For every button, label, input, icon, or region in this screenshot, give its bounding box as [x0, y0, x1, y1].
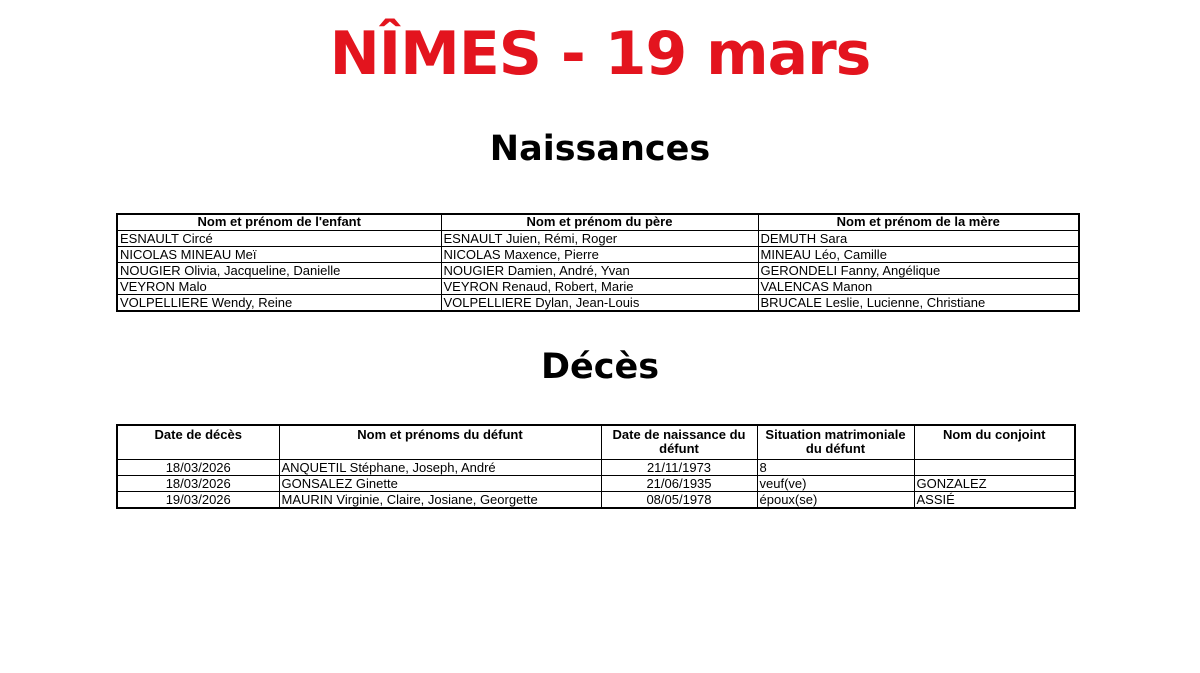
page-title: NÎMES - 19 mars [329, 19, 871, 89]
deaths-col-marital-status [757, 425, 914, 460]
birth-date: 21/06/1935 [601, 476, 757, 492]
spouse-name: GONZALEZ [914, 476, 1075, 492]
table-row [117, 476, 1075, 492]
birth-date: 08/05/1978 [601, 492, 757, 509]
child-name: VEYRON Malo [117, 279, 441, 295]
births-col-child: Nom et prénom de l'enfant [117, 214, 441, 231]
births-table [116, 213, 1080, 312]
birth-date: 21/11/1973 [601, 460, 757, 476]
deceased-name: MAURIN Virginie, Claire, Josiane, Georgette [279, 492, 601, 509]
mother-name: DEMUTH Sara [758, 231, 1079, 247]
table-row [117, 231, 1079, 247]
mother-name: GERONDELI Fanny, Angélique [758, 263, 1079, 279]
table-row [117, 247, 1079, 263]
death-date: 18/03/2026 [117, 476, 279, 492]
child-name: NICOLAS MINEAU Meï [117, 247, 441, 263]
deaths-table [116, 424, 1076, 509]
births-header-row [117, 214, 1079, 231]
child-name: ESNAULT Circé [117, 231, 441, 247]
child-name: NOUGIER Olivia, Jacqueline, Danielle [117, 263, 441, 279]
father-name: VOLPELLIERE Dylan, Jean-Louis [441, 295, 758, 312]
births-col-mother: Nom et prénom de la mère [758, 214, 1079, 231]
deaths-col-death-date [117, 425, 279, 460]
deaths-col-name [279, 425, 601, 460]
deaths-col-marital-status-label: Situation matrimoniale du défunt [765, 427, 906, 456]
child-name: VOLPELLIERE Wendy, Reine [117, 295, 441, 312]
table-row [117, 460, 1075, 476]
table-row [117, 263, 1079, 279]
deceased-name: ANQUETIL Stéphane, Joseph, André [279, 460, 601, 476]
deaths-col-death-date-label: Date de décès [154, 427, 242, 442]
spouse-name [914, 460, 1075, 476]
births-heading: Naissances [489, 129, 711, 169]
deaths-col-spouse-label: Nom du conjoint [942, 427, 1046, 442]
table-row [117, 295, 1079, 312]
deaths-header-row [117, 425, 1075, 460]
births-col-father: Nom et prénom du père [441, 214, 758, 231]
marital-status: époux(se) [757, 492, 914, 509]
deaths-col-spouse [914, 425, 1075, 460]
mother-name: VALENCAS Manon [758, 279, 1079, 295]
deaths-col-name-label: Nom et prénoms du défunt [357, 427, 523, 442]
deceased-name: GONSALEZ Ginette [279, 476, 601, 492]
death-date: 18/03/2026 [117, 460, 279, 476]
deaths-heading: Décès [540, 347, 660, 387]
father-name: VEYRON Renaud, Robert, Marie [441, 279, 758, 295]
mother-name: BRUCALE Leslie, Lucienne, Christiane [758, 295, 1079, 312]
deaths-col-birth-date-label: Date de naissance du défunt [612, 427, 746, 456]
table-row [117, 492, 1075, 509]
spouse-name: ASSIÉ [914, 492, 1075, 509]
mother-name: MINEAU Léo, Camille [758, 247, 1079, 263]
marital-status: 8 [757, 460, 914, 476]
deaths-col-birth-date [601, 425, 757, 460]
table-row [117, 279, 1079, 295]
father-name: ESNAULT Juien, Rémi, Roger [441, 231, 758, 247]
father-name: NOUGIER Damien, André, Yvan [441, 263, 758, 279]
marital-status: veuf(ve) [757, 476, 914, 492]
death-date: 19/03/2026 [117, 492, 279, 509]
father-name: NICOLAS Maxence, Pierre [441, 247, 758, 263]
